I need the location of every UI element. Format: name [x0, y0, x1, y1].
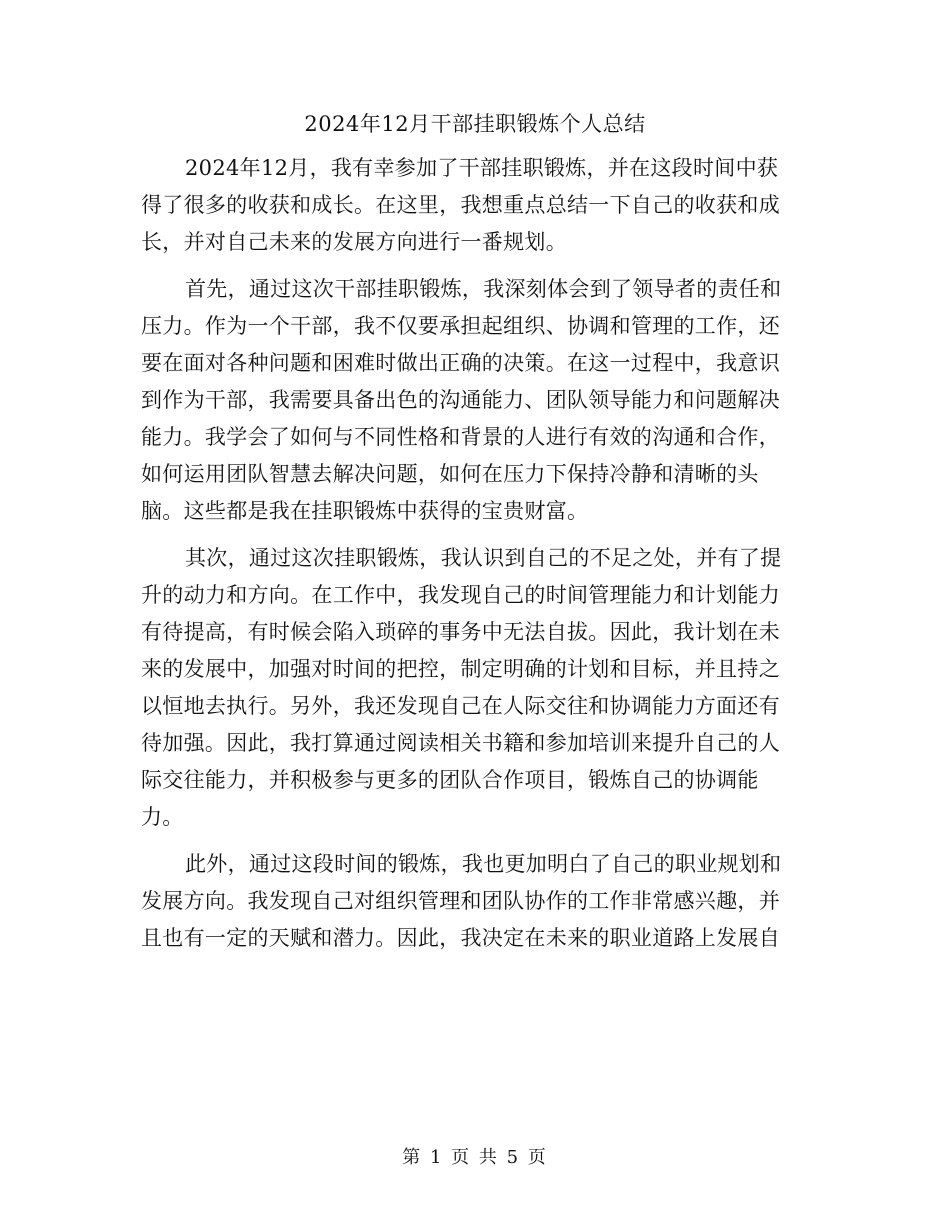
text-line: 首先，通过这次干部挂职锻炼，我深刻体会到了领导者的责任和 — [185, 277, 782, 301]
text-line: 来的发展中，加强对时间的把控，制定明确的计划和目标，并且持之 — [141, 657, 780, 681]
text-line: 且也有一定的天赋和潜力。因此，我决定在未来的职业道路上发展自 — [141, 926, 780, 950]
text-line: 要在面对各种问题和困难时做出正确的决策。在这一过程中，我意识 — [141, 351, 780, 375]
paragraph-4 — [141, 846, 811, 957]
text-line: 此外，通过这段时间的锻炼，我也更加明白了自己的职业规划和 — [185, 852, 782, 876]
text-line: 压力。作为一个干部，我不仅要承担起组织、协调和管理的工作，还 — [141, 314, 780, 338]
text-line: 发展方向。我发现自己对组织管理和团队协作的工作非常感兴趣，并 — [141, 889, 780, 913]
document-body — [141, 150, 811, 967]
text-line: 如何运用团队智慧去解决问题，如何在压力下保持冷静和清晰的头 — [141, 462, 759, 486]
text-line: 长，并对自己未来的发展方向进行一番规划。 — [141, 230, 567, 254]
document-title: 2024年12月干部挂职锻炼个人总结 — [304, 112, 646, 136]
paragraph-1 — [141, 150, 811, 261]
page-footer: 第 1 页 共 5 页 — [402, 1147, 548, 1168]
text-line: 能力。我学会了如何与不同性格和背景的人进行有效的沟通和合作， — [141, 425, 780, 449]
text-line: 有待提高，有时候会陷入琐碎的事务中无法自拔。因此，我计划在未 — [141, 620, 780, 644]
text-line: 以恒地去执行。另外，我还发现自己在人际交往和协调能力方面还有 — [141, 694, 780, 718]
text-line: 待加强。因此，我打算通过阅读相关书籍和参加培训来提升自己的人 — [141, 731, 780, 755]
paragraph-3 — [141, 540, 811, 836]
text-line: 际交往能力，并积极参与更多的团队合作项目，锻炼自己的协调能 — [141, 768, 759, 792]
paragraph-2 — [141, 271, 811, 530]
text-line: 其次，通过这次挂职锻炼，我认识到自己的不足之处，并有了提 — [185, 546, 782, 570]
text-line: 得了很多的收获和成长。在这里，我想重点总结一下自己的收获和成 — [141, 193, 780, 217]
text-line: 脑。这些都是我在挂职锻炼中获得的宝贵财富。 — [141, 499, 589, 523]
text-line: 力。 — [141, 805, 184, 829]
text-line: 到作为干部，我需要具备出色的沟通能力、团队领导能力和问题解决 — [141, 388, 780, 412]
text-line: 2024年12月，我有幸参加了干部挂职锻炼，并在这段时间中获 — [185, 156, 779, 180]
text-line: 升的动力和方向。在工作中，我发现自己的时间管理能力和计划能力 — [141, 583, 780, 607]
